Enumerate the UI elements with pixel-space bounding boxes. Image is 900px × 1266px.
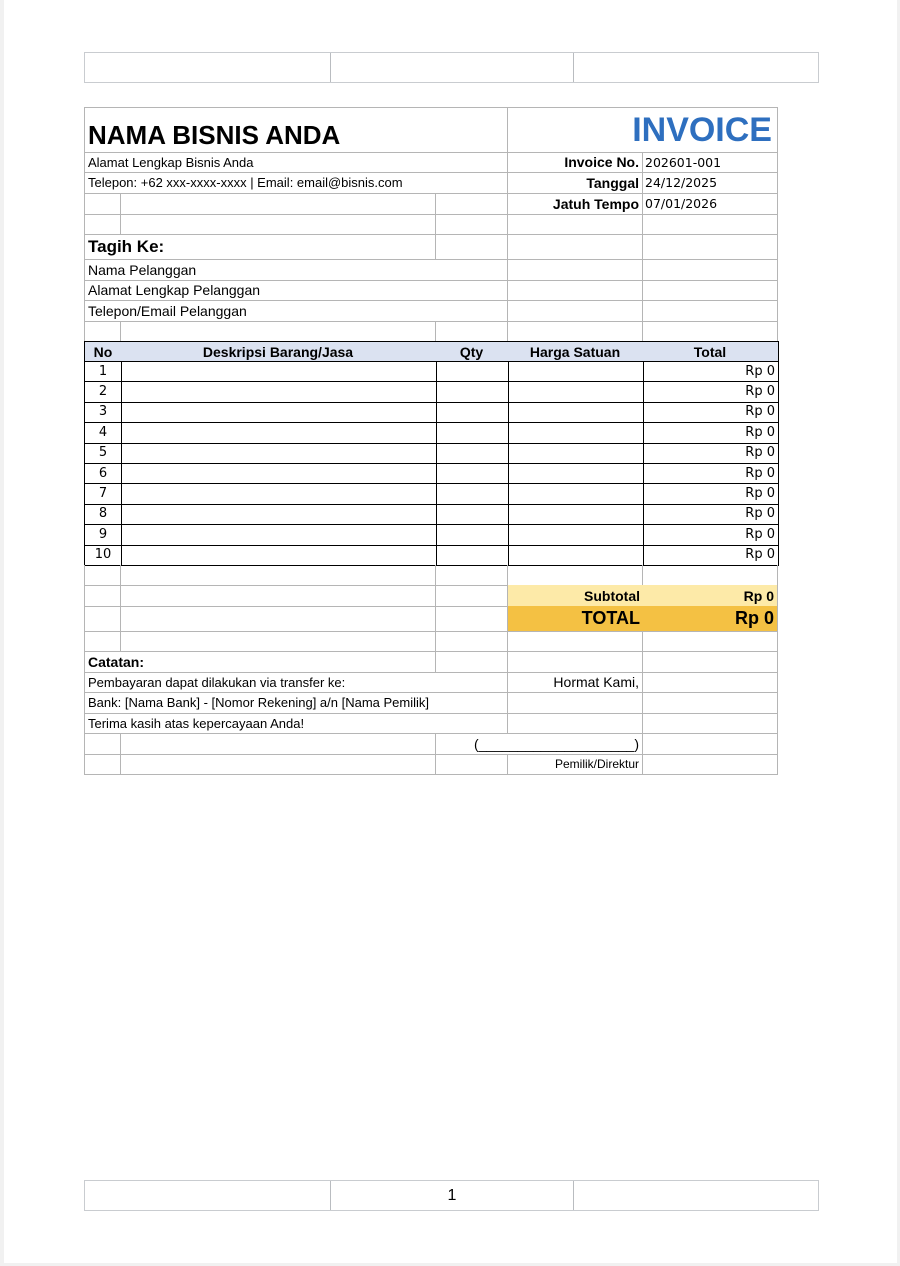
empty-cell: [84, 565, 121, 586]
signature-title: Pemilik/Direktur: [507, 754, 643, 775]
business-name: NAMA BISNIS ANDA: [84, 107, 508, 153]
empty-cell: [120, 733, 436, 755]
invoice-title: INVOICE: [507, 107, 778, 153]
item-unit-price-cell[interactable]: [507, 545, 644, 566]
empty-cell: [642, 280, 778, 301]
empty-cell: [642, 565, 778, 586]
col-no-header: No: [84, 341, 122, 362]
empty-cell: [435, 606, 508, 632]
page-footer: [84, 1180, 819, 1211]
item-number: 8: [84, 504, 122, 525]
col-unit-price-header: Harga Satuan: [507, 341, 644, 362]
footer-cell-left[interactable]: [85, 1181, 331, 1210]
subtotal-label: Subtotal: [508, 585, 643, 606]
empty-cell: [642, 321, 778, 342]
empty-cell: [120, 754, 436, 775]
empty-cell: [642, 754, 778, 775]
item-description-cell[interactable]: [120, 504, 437, 525]
item-unit-price-cell[interactable]: [507, 483, 644, 504]
empty-cell: [120, 193, 436, 215]
empty-cell: [120, 565, 436, 586]
item-description-cell[interactable]: [120, 443, 437, 464]
subtotal-value: Rp 0: [643, 585, 778, 606]
customer-name[interactable]: Nama Pelanggan: [84, 259, 508, 281]
total-label: TOTAL: [508, 606, 643, 631]
col-total-header: Total: [642, 341, 779, 362]
item-unit-price-cell[interactable]: [507, 361, 644, 382]
empty-cell: [435, 585, 508, 607]
empty-cell: [84, 631, 121, 652]
empty-cell: [120, 321, 436, 342]
empty-cell: [120, 631, 436, 652]
empty-cell: [507, 300, 643, 322]
item-number: 4: [84, 422, 122, 443]
empty-cell: [120, 606, 436, 632]
item-qty-cell[interactable]: [435, 524, 509, 545]
empty-cell: [642, 631, 778, 652]
due-date-label: Jatuh Tempo: [507, 193, 643, 215]
total-value: Rp 0: [643, 606, 778, 631]
empty-cell: [507, 651, 643, 673]
item-total: Rp 0: [642, 361, 779, 382]
item-total: Rp 0: [642, 422, 779, 443]
empty-cell: [507, 234, 643, 260]
item-unit-price-cell[interactable]: [507, 504, 644, 525]
item-description-cell[interactable]: [120, 361, 437, 382]
item-number: 10: [84, 545, 122, 566]
empty-cell: [120, 585, 436, 607]
empty-cell: [642, 259, 778, 281]
item-total: Rp 0: [642, 463, 779, 484]
empty-cell: [435, 234, 508, 260]
invoice-number-value[interactable]: 202601-001: [642, 152, 778, 173]
empty-cell: [435, 565, 508, 586]
item-unit-price-cell[interactable]: [507, 524, 644, 545]
empty-cell: [642, 672, 778, 693]
item-qty-cell[interactable]: [435, 463, 509, 484]
notes-heading: Catatan:: [84, 651, 436, 673]
item-unit-price-cell[interactable]: [507, 443, 644, 464]
empty-cell: [435, 321, 508, 342]
empty-cell: [642, 733, 778, 755]
notes-line-3[interactable]: Terima kasih atas kepercayaan Anda!: [84, 713, 508, 734]
empty-cell: [507, 214, 643, 235]
empty-cell: [507, 565, 643, 586]
item-number: 2: [84, 381, 122, 402]
empty-cell: [84, 733, 121, 755]
footer-cell-right[interactable]: [574, 1181, 818, 1210]
item-unit-price-cell[interactable]: [507, 422, 644, 443]
empty-cell: [84, 193, 121, 215]
empty-cell: [84, 321, 121, 342]
item-description-cell[interactable]: [120, 545, 437, 566]
item-number: 6: [84, 463, 122, 484]
notes-line-1[interactable]: Pembayaran dapat dilakukan via transfer ke:: [84, 672, 508, 693]
item-total: Rp 0: [642, 504, 779, 525]
signature-greeting: Hormat Kami,: [507, 672, 643, 693]
item-number: 7: [84, 483, 122, 504]
notes-line-2[interactable]: Bank: [Nama Bank] - [Nomor Rekening] a/n [Nama Pemilik]: [84, 692, 508, 714]
due-date-value[interactable]: 07/01/2026: [642, 193, 778, 215]
item-unit-price-cell[interactable]: [507, 402, 644, 423]
item-description-cell[interactable]: [120, 463, 437, 484]
empty-cell: [642, 300, 778, 322]
empty-cell: [507, 259, 643, 281]
empty-cell: [642, 692, 778, 714]
empty-cell: [507, 280, 643, 301]
empty-cell: [642, 713, 778, 734]
empty-cell: [642, 234, 778, 260]
empty-cell: [507, 692, 643, 714]
item-description-cell[interactable]: [120, 483, 437, 504]
item-qty-cell[interactable]: [435, 504, 509, 525]
header-cell-center[interactable]: [331, 53, 574, 82]
item-unit-price-cell[interactable]: [507, 381, 644, 402]
empty-cell: [84, 606, 121, 632]
item-total: Rp 0: [642, 381, 779, 402]
invoice-number-label: Invoice No.: [507, 152, 643, 173]
item-total: Rp 0: [642, 443, 779, 464]
invoice-date-value[interactable]: 24/12/2025: [642, 172, 778, 194]
item-unit-price-cell[interactable]: [507, 463, 644, 484]
item-description-cell[interactable]: [120, 422, 437, 443]
item-qty-cell[interactable]: [435, 483, 509, 504]
business-contact: Telepon: +62 xxx-xxxx-xxxx | Email: email@bisnis.com: [84, 172, 508, 194]
item-number: 3: [84, 402, 122, 423]
empty-cell: [435, 651, 508, 673]
item-total: Rp 0: [642, 483, 779, 504]
page-header: [84, 52, 819, 83]
customer-address[interactable]: Alamat Lengkap Pelanggan: [84, 280, 508, 301]
header-cell-right[interactable]: [574, 53, 818, 82]
col-description-header: Deskripsi Barang/Jasa: [120, 341, 437, 362]
empty-cell: [507, 713, 643, 734]
invoice-date-label: Tanggal: [507, 172, 643, 194]
empty-cell: [435, 754, 508, 775]
empty-cell: [642, 651, 778, 673]
empty-cell: [507, 321, 643, 342]
signature-line: (____________________): [435, 733, 643, 755]
item-total: Rp 0: [642, 545, 779, 566]
business-address: Alamat Lengkap Bisnis Anda: [84, 152, 508, 173]
item-qty-cell[interactable]: [435, 443, 509, 464]
item-description-cell[interactable]: [120, 381, 437, 402]
empty-cell: [642, 214, 778, 235]
empty-cell: [120, 214, 436, 235]
item-total: Rp 0: [642, 524, 779, 545]
item-number: 9: [84, 524, 122, 545]
empty-cell: [435, 631, 508, 652]
item-qty-cell[interactable]: [435, 545, 509, 566]
empty-cell: [84, 585, 121, 607]
empty-cell: [84, 754, 121, 775]
col-qty-header: Qty: [435, 341, 509, 362]
bill-to-heading: Tagih Ke:: [84, 234, 436, 260]
empty-cell: [84, 214, 121, 235]
item-description-cell[interactable]: [120, 402, 437, 423]
item-description-cell[interactable]: [120, 524, 437, 545]
item-qty-cell[interactable]: [435, 361, 509, 382]
item-number: 5: [84, 443, 122, 464]
header-cell-left[interactable]: [85, 53, 331, 82]
empty-cell: [435, 193, 508, 215]
empty-cell: [435, 214, 508, 235]
empty-cell: [507, 631, 643, 652]
page-number: 1: [331, 1181, 574, 1210]
item-qty-cell[interactable]: [435, 381, 509, 402]
item-qty-cell[interactable]: [435, 402, 509, 423]
item-total: Rp 0: [642, 402, 779, 423]
item-qty-cell[interactable]: [435, 422, 509, 443]
customer-contact[interactable]: Telepon/Email Pelanggan: [84, 300, 508, 322]
item-number: 1: [84, 361, 122, 382]
